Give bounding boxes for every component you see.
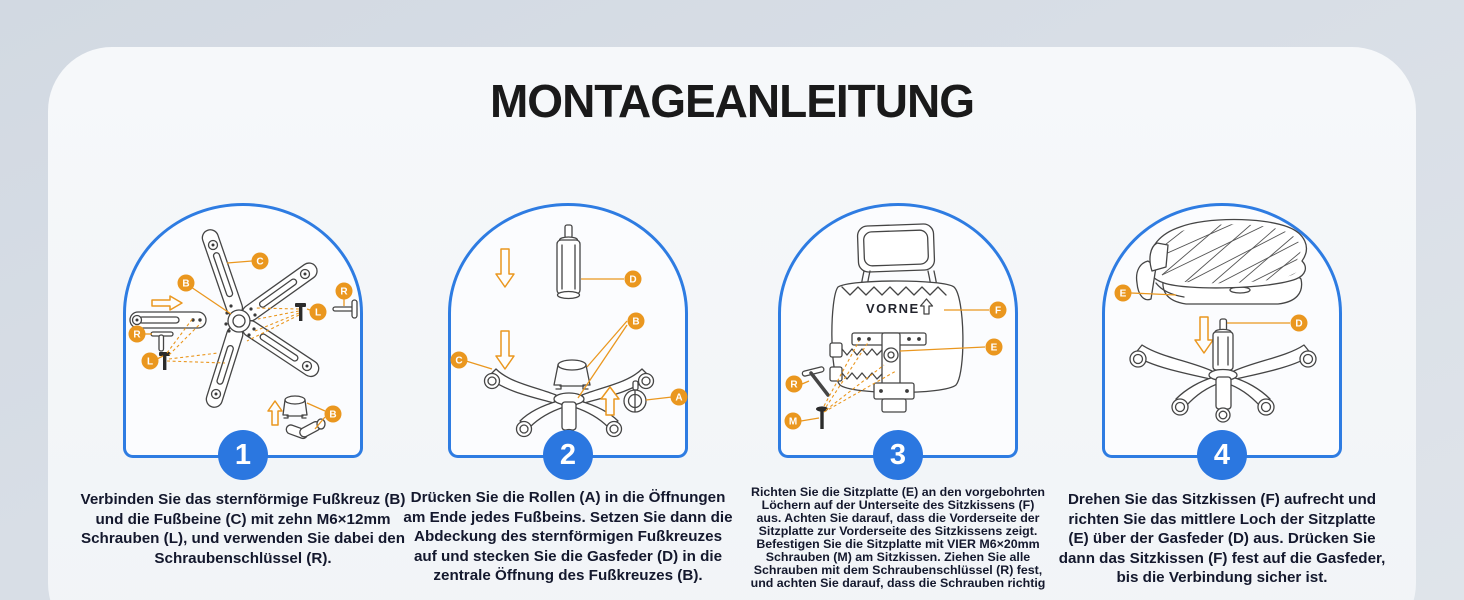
gas-cylinder: [1213, 319, 1233, 370]
callout-c: [252, 253, 269, 270]
down-arrow-1: [496, 249, 514, 287]
svg-text:R: R: [133, 329, 141, 341]
callout-e: [1115, 285, 1132, 302]
callout-r-right: [336, 283, 353, 300]
svg-text:D: D: [1295, 318, 1303, 330]
step4-diagram-frame: [1102, 203, 1342, 471]
connector-part: [285, 419, 325, 440]
svg-text:L: L: [146, 356, 154, 368]
step1-description: Verbinden Sie das sternförmige Fußkreuz (B) und die Fußbeine (C) mit zehn M6×12mm Schrauben (L), und verwenden Sie dabei den Schraubenschlüssel (R).: [80, 491, 406, 567]
allen-key-left: [151, 332, 173, 351]
svg-text:L: L: [314, 307, 322, 319]
svg-text:M: M: [788, 416, 798, 428]
step2-description: Drücken Sie die Rollen (A) in die Öffnungen am Ende jedes Fußbeins. Setzen Sie dann die Abdeckung des sternförmigen Fußkreuzes auf und stecken Sie die Gasfeder (D) in die zentrale Öffnung des Fußkreuzes (B).: [403, 489, 733, 584]
step3-number-badge: 3: [873, 430, 923, 480]
detached-leg: [130, 312, 206, 328]
svg-text:E: E: [1119, 288, 1127, 300]
callout-c: [451, 352, 468, 369]
svg-text:B: B: [632, 316, 640, 328]
gas-cylinder: [557, 225, 580, 299]
svg-text:D: D: [629, 274, 637, 286]
headrest: [857, 224, 935, 273]
step3-seatplate-diagram: [778, 203, 1018, 458]
svg-text:C: C: [256, 256, 264, 268]
callout-b: [178, 275, 195, 292]
svg-text:B: B: [182, 278, 190, 290]
step4-description: Drehen Sie das Sitzkissen (F) aufrecht und richten Sie das mittlere Loch der Sitzplatte (E) über der Gasfeder (D) aus. Drücken Sie dann das Sitzkissen (F) fest auf die Gasfeder, bis die Verbindung sicher ist.: [1058, 491, 1386, 586]
callout-r-left: [129, 326, 146, 343]
callout-b-cover: [325, 406, 342, 423]
page-title: MONTAGEANLEITUNG: [489, 75, 974, 127]
base-cover: [554, 360, 590, 389]
callout-l-right: [310, 304, 327, 321]
callout-e: [986, 339, 1003, 356]
svg-text:B: B: [329, 409, 337, 421]
svg-text:R: R: [340, 286, 348, 298]
step2-number-badge: 2: [543, 430, 593, 480]
svg-text:C: C: [455, 355, 463, 367]
push-arrow-right: [152, 296, 182, 310]
callout-d: [625, 271, 642, 288]
callout-f: [990, 302, 1007, 319]
step3-diagram-frame: [778, 203, 1018, 471]
callout-a: [671, 389, 688, 406]
down-arrow: [1195, 317, 1213, 353]
svg-text:E: E: [990, 342, 998, 354]
step2-gaslift-diagram: [448, 203, 688, 458]
allen-key-right: [333, 300, 357, 318]
callout-r: [786, 376, 803, 393]
step3-description: Richten Sie die Sitzplatte (E) an den vorgebohrten Löchern auf der Unterseite des Sitzkissens (F) aus. Achten Sie darauf, dass die Vorderseite der Sitzplatte zur Vorderseite des Sitzkissens zeigt. Befestigen Sie die Sitzplatte mit VIER M6×20mm Schrauben (M) am Sitzkissen. Ziehen Sie alle Schrauben mit dem Schraubenschlüssel (R) fest, und achten Sie darauf, dass die Schrauben richtig: [750, 485, 1046, 590]
callout-d: [1291, 315, 1308, 332]
allen-key: [802, 366, 828, 395]
step4-cushion-diagram: [1102, 203, 1342, 458]
step1-diagram-frame: [123, 203, 363, 471]
down-arrow-2: [496, 331, 514, 369]
step1-star-base-diagram: [123, 203, 363, 458]
svg-text:F: F: [994, 305, 1002, 317]
callout-m: [785, 413, 802, 430]
vorne-label: VORNE: [866, 301, 920, 316]
callout-b: [628, 313, 645, 330]
hub-cover-part: [283, 396, 307, 418]
svg-text:R: R: [790, 379, 798, 391]
callout-l-left: [142, 353, 159, 370]
step4-number-badge: 4: [1197, 430, 1247, 480]
push-arrow-up: [268, 401, 282, 425]
step1-number-badge: 1: [218, 430, 268, 480]
step2-diagram-frame: [448, 203, 688, 471]
svg-text:A: A: [675, 392, 683, 404]
